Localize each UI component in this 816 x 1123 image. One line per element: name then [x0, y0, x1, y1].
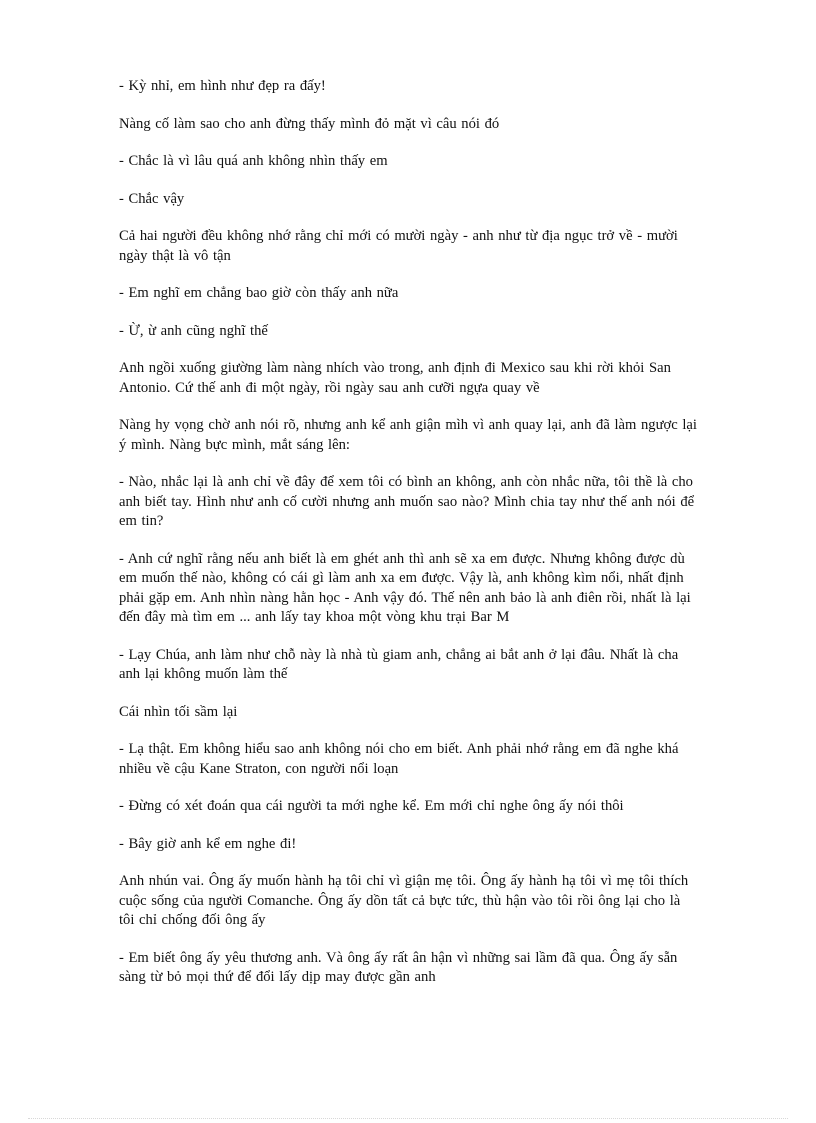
paragraph-18: - Em biết ông ấy yêu thương anh. Và ông ấy rất ân hận vì những sai lầm đã qua. Ông ấy sẵn sàng từ bỏ mọi thứ để đổi lấy dịp may được gần anh — [119, 949, 678, 985]
paragraph-6: - Em nghĩ em chẳng bao giờ còn thấy anh nữa — [119, 285, 399, 301]
paragraph-9: Nàng hy vọng chờ anh nói rõ, nhưng anh kể anh giận mìh vì anh quay lại, anh đã làm ngược lại ý mình. Nàng bực mình, mắt sáng lên: — [119, 417, 697, 453]
paragraph-4: - Chắc vậy — [119, 190, 185, 207]
paragraph-5: Cả hai người đều không nhớ rằng chỉ mới có mười ngày - anh như từ địa ngục trở về - mười ngày thật là vô tận — [119, 228, 678, 264]
paragraph-14: - Lạ thật. Em không hiểu sao anh không nói cho em biết. Anh phải nhớ rằng em đã nghe khá nhiều về cậu Kane Straton, con người nổi loạn — [119, 741, 679, 777]
paragraph-17: Anh nhún vai. Ông ấy muốn hành hạ tôi chỉ vì giận mẹ tôi. Ông ấy hành hạ tôi vì mẹ tôi thích cuộc sống của người Comanche. Ông ấy dồn tất cả bực tức, thù hận vào tôi rồi ông lại cho là tôi chỉ chống đối ông ấy — [119, 873, 689, 928]
paragraph-3: - Chắc là vì lâu quá anh không nhìn thấy em — [119, 153, 388, 169]
paragraph-13: Cái nhìn tối sầm lại — [119, 703, 238, 720]
paragraph-2: Nàng cố làm sao cho anh đừng thấy mình đỏ mặt vì câu nói đó — [119, 115, 500, 132]
paragraph-10: - Nào, nhắc lại là anh chỉ về đây để xem tôi có bình an không, anh còn nhắc nữa, tôi thề là cho anh biết tay. Hình như anh cố cười nhưng anh muốn sao nào? Mình chia tay như thế anh nói để em tin? — [119, 474, 695, 529]
paragraph-1: - Kỳ nhỉ, em hình như đẹp ra đấy! — [119, 78, 326, 94]
paragraph-12: - Lạy Chúa, anh làm như chỗ này là nhà tù giam anh, chẳng ai bắt anh ở lại đâu. Nhất là cha anh lại không muốn làm thế — [119, 646, 679, 682]
paragraph-11: - Anh cứ nghĩ rằng nếu anh biết là em ghét anh thì anh sẽ xa em được. Nhưng không được dù em muốn thế nào, không có cái gì làm anh xa em được. Vậy là, anh không kìm nổi, nhất định phải gặp em. Anh nhìn nàng hằn học - Anh vậy đó. Thế nên anh bảo là anh điên rồi, nhất là lại đến đây mà tìm em ... anh lấy tay khoa một vòng khu trại Bar M — [119, 550, 691, 625]
page-bottom-divider — [28, 1118, 788, 1119]
paragraph-16: - Bây giờ anh kể em nghe đi! — [119, 835, 297, 852]
document-page — [119, 77, 699, 1006]
paragraph-15: - Đừng có xét đoán qua cái người ta mới nghe kể. Em mới chỉ nghe ông ấy nói thôi — [119, 798, 624, 814]
paragraph-8: Anh ngồi xuống giường làm nàng nhích vào trong, anh định đi Mexico sau khi rời khỏi San Antonio. Cứ thế anh đi một ngày, rồi ngày sau anh cưỡi ngựa quay về — [119, 360, 671, 396]
paragraph-7: - Ừ, ừ anh cũng nghĩ thế — [119, 322, 268, 339]
